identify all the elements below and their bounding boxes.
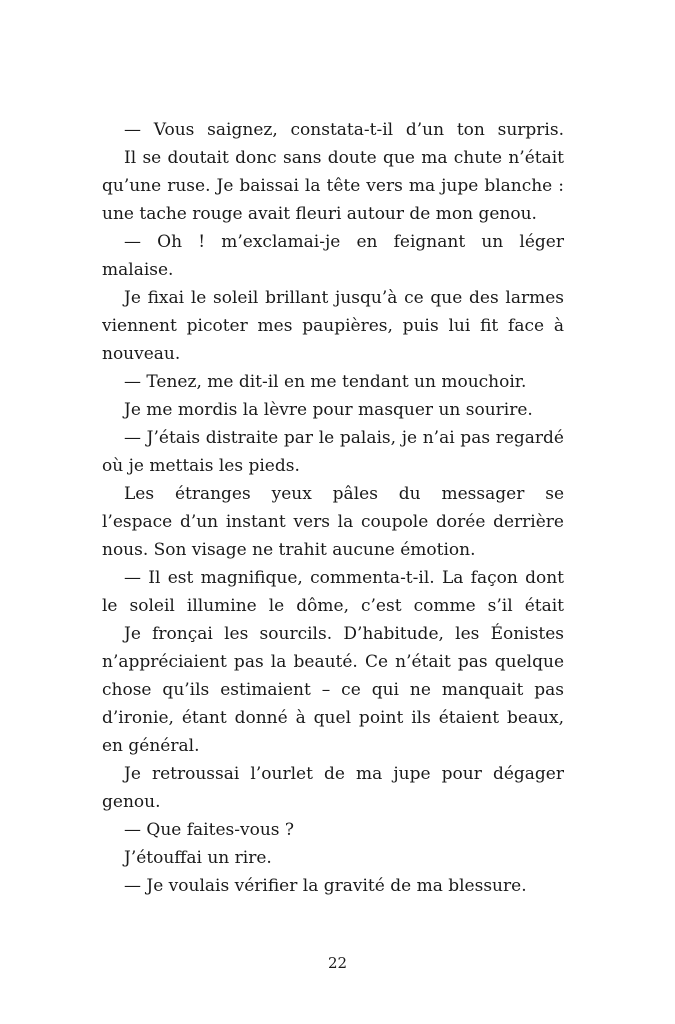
body-text [102, 116, 564, 900]
text-line: viennent picoter mes paupières, puis lui fit face à [102, 316, 564, 336]
text-line: nouveau. [102, 344, 181, 364]
text-line: J’étouffai un rire. [124, 848, 272, 868]
text-line: — Tenez, me dit-il en me tendant un mouchoir. [124, 372, 527, 392]
text-line: Je fixai le soleil brillant jusqu’à ce que des larmes [124, 288, 564, 308]
text-line: l’espace d’un instant vers la coupole dorée derrière [102, 512, 564, 532]
text-line: Il se doutait donc sans doute que ma chute n’était [124, 148, 564, 168]
text-line: — Oh ! m’exclamai-je en feignant un léger [124, 232, 564, 252]
text-line: où je mettais les pieds. [102, 456, 300, 476]
text-line: Les étranges yeux pâles du messager se [124, 484, 564, 504]
text-line: Je retroussai l’ourlet de ma jupe pour dégager [124, 764, 564, 784]
text-line: n’appréciaient pas la beauté. Ce n’était pas quelque [102, 652, 564, 672]
text-line: malaise. [102, 260, 174, 280]
text-line: — Que faites-vous ? [124, 820, 295, 840]
text-line: qu’une ruse. Je baissai la tête vers ma jupe blanche : [102, 176, 564, 196]
text-line: Je fronçai les sourcils. D’habitude, les Éonistes [124, 624, 564, 644]
page-number: 22 [327, 954, 348, 972]
text-line: chose qu’ils estimaient – ce qui ne manquait pas [102, 680, 564, 700]
text-line: — Vous saignez, constata-t-il d’un ton surpris. [124, 120, 564, 140]
text-line: en général. [102, 736, 200, 756]
text-line: — Je voulais vérifier la gravité de ma blessure. [124, 876, 527, 896]
text-line: d’ironie, étant donné à quel point ils étaient beaux, [102, 708, 564, 728]
text-line: nous. Son visage ne trahit aucune émotion. [102, 540, 476, 560]
text-line: genou. [102, 792, 161, 812]
text-line: Je me mordis la lèvre pour masquer un sourire. [124, 400, 533, 420]
text-line: — J’étais distraite par le palais, je n’ai pas regardé [124, 428, 564, 448]
text-line: une tache rouge avait fleuri autour de mon genou. [102, 204, 537, 224]
text-line: le soleil illumine le dôme, c’est comme s’il était [102, 596, 564, 616]
text-line: — Il est magnifique, commenta-t-il. La façon dont [124, 568, 564, 588]
